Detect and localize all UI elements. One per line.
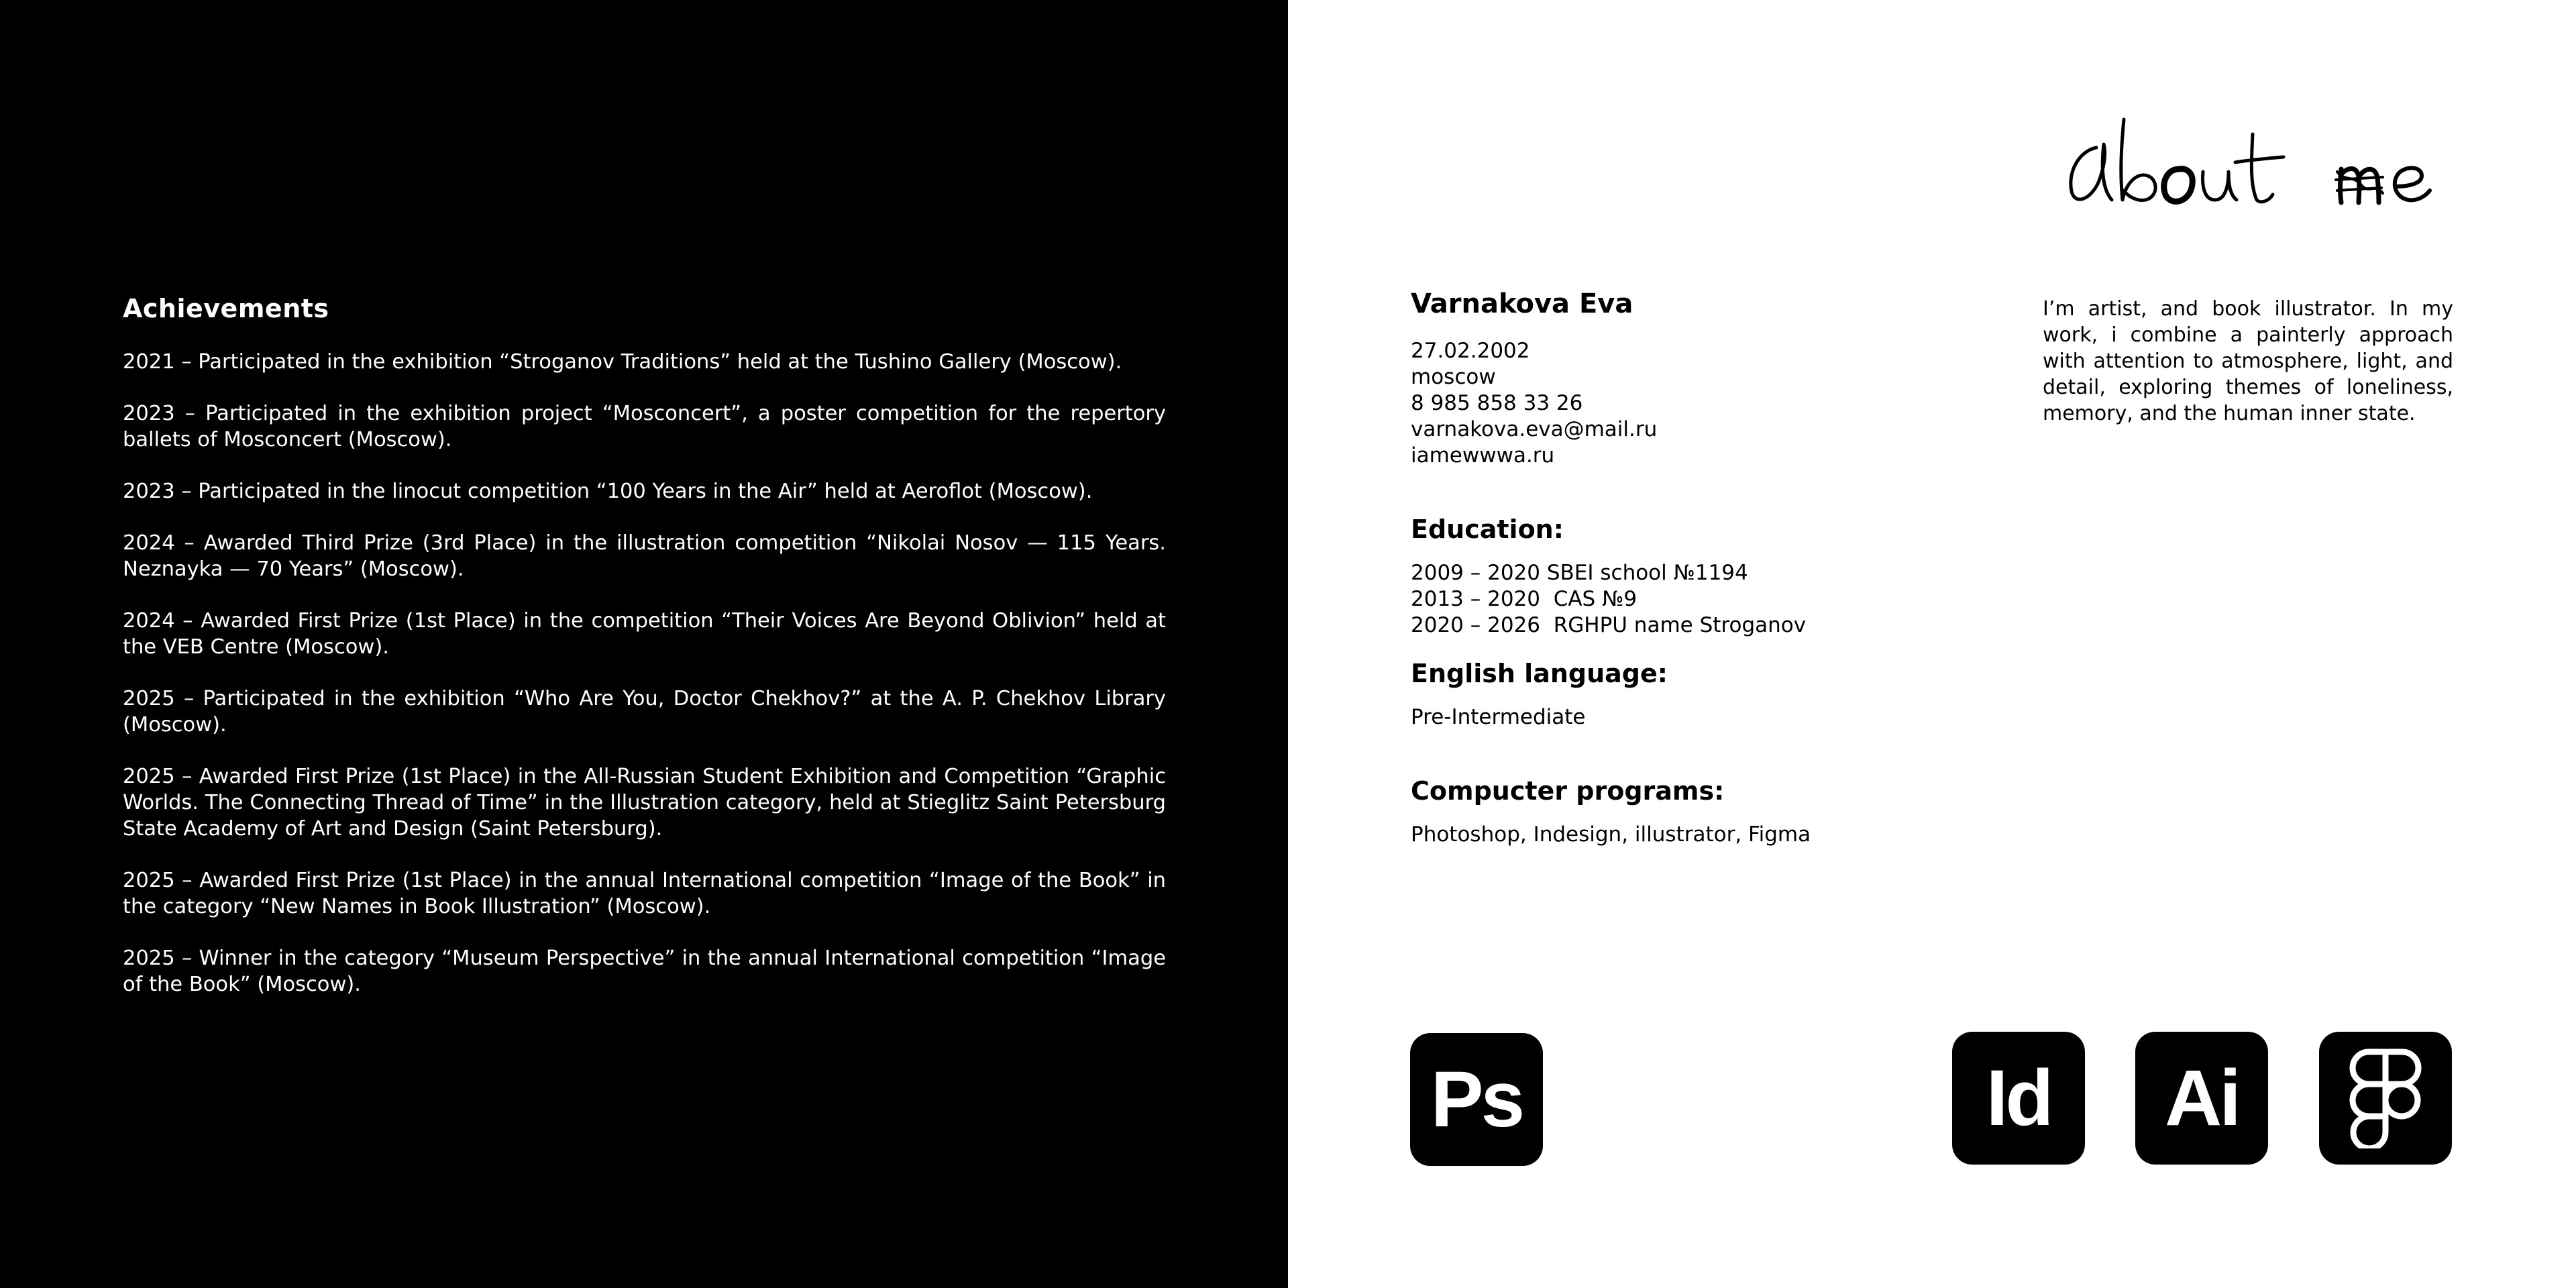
full-name: Varnakova Eva <box>1411 288 1633 319</box>
email-address: varnakova.eva@mail.ru <box>1411 417 1658 441</box>
education-list <box>1411 560 1921 639</box>
education-heading: Education: <box>1411 515 1564 544</box>
english-level: Pre-Intermediate <box>1411 705 1586 729</box>
programs-heading: Compucter programs: <box>1411 776 1725 806</box>
achievement-item: 2025 – Winner in the category “Museum Perspective” in the annual International competition “Image of the Book” (Moscow). <box>123 947 1166 996</box>
education-item: 2009 – 2020 SBEI school №1194 <box>1411 561 1748 585</box>
bio-text: I’m artist, and book illustrator. In my work, i combine a painterly approach with attention to atmosphere, light, and detail, exploring themes of loneliness, memory, and the human inner state. <box>2043 297 2453 425</box>
indesign-icon-label: Id <box>1986 1054 2051 1142</box>
profile-column <box>1411 288 1921 848</box>
illustrator-icon-label: Ai <box>2165 1054 2239 1142</box>
about-panel <box>1288 0 2576 1288</box>
achievement-item: 2024 – Awarded Third Prize (3rd Place) in the illustration competition “Nikolai Nosov — 115 Years. Neznayka — 70 Years” (Moscow). <box>123 531 1166 581</box>
birth-date: 27.02.2002 <box>1411 339 1530 363</box>
achievement-item: 2025 – Participated in the exhibition “Who Are You, Doctor Chekhov?” at the A. P. Chekhov Library (Moscow). <box>123 687 1166 737</box>
english-heading: English language: <box>1411 659 1668 688</box>
contact-block <box>1411 338 1921 469</box>
illustrator-icon <box>2135 1032 2268 1165</box>
programs-list: Photoshop, Indesign, illustrator, Figma <box>1411 822 1811 847</box>
photoshop-icon <box>1410 1033 1543 1166</box>
education-item: 2013 – 2020 CAS №9 <box>1411 587 1638 611</box>
achievements-list <box>123 349 1166 1023</box>
figma-icon <box>2319 1032 2452 1165</box>
education-item: 2020 – 2026 RGHPU name Stroganov <box>1411 613 1807 637</box>
achievements-heading: Achievements <box>123 294 329 323</box>
achievement-item: 2025 – Awarded First Prize (1st Place) in the annual International competition “Image of the Book” in the category “New Names in Book Illustration” (Moscow). <box>123 869 1166 918</box>
about-me-handwritten-title <box>2059 107 2475 221</box>
about-me-lettering <box>2059 107 2475 221</box>
achievement-item: 2023 – Participated in the exhibition project “Mosconcert”, a poster competition for the repertory ballets of Mosconcert (Moscow). <box>123 402 1166 451</box>
website: iamewwwa.ru <box>1411 443 1555 468</box>
city: moscow <box>1411 365 1496 389</box>
photoshop-icon-label: Ps <box>1430 1055 1523 1144</box>
achievement-item: 2025 – Awarded First Prize (1st Place) in the All-Russian Student Exhibition and Competition “Graphic Worlds. The Connecting Thread of Time” in the Illustration category, held at Stieglitz Saint Petersburg State Academy of Art and Design (Saint Petersburg). <box>123 765 1166 841</box>
phone-number: 8 985 858 33 26 <box>1411 391 1583 415</box>
indesign-icon <box>1952 1032 2085 1165</box>
achievement-item: 2024 – Awarded First Prize (1st Place) in the competition “Their Voices Are Beyond Oblivion” held at the VEB Centre (Moscow). <box>123 609 1166 659</box>
figma-logo-shape <box>2349 1048 2422 1148</box>
achievement-item: 2021 – Participated in the exhibition “Stroganov Traditions” held at the Tushino Gallery (Moscow). <box>123 350 1122 374</box>
achievement-item: 2023 – Participated in the linocut competition “100 Years in the Air” held at Aeroflot (Moscow). <box>123 480 1093 503</box>
